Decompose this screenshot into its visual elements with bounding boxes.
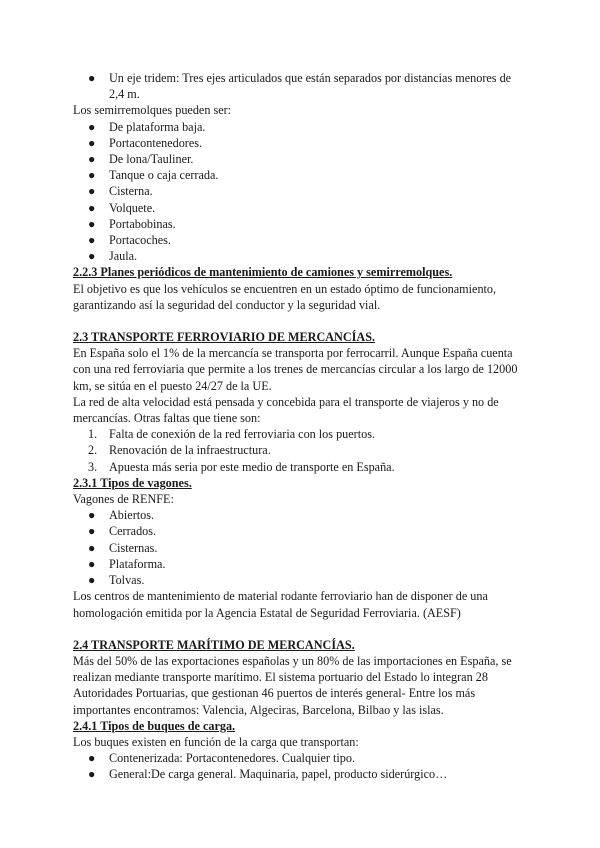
list-item: ● Plataforma.	[88, 556, 166, 571]
bullet-icon: ●	[88, 135, 96, 150]
list-item: ● Portacontenedores.	[88, 135, 203, 150]
buques-intro: Los buques existen en función de la carga que transportan:	[73, 734, 359, 749]
list-item: ● Portabobinas.	[88, 216, 176, 231]
heading-2-4: 2.4 TRANSPORTE MARÍTIMO DE MERCANCÍAS.	[73, 637, 355, 652]
list-item: ● Jaula.	[88, 249, 138, 264]
list-item: ● Abiertos.	[88, 508, 155, 523]
list-item: ● Portacoches.	[88, 233, 171, 248]
paragraph-maritimo: Más del 50% de las exportaciones españolas y un 80% de las importaciones en España, se realizan mediante transporte marítimo. El sistema portuario del Estado lo integran 28 Autoridades Portuarias, que gestionan 46 puertos de interés general- Entre los más importantes encontramos: Valencia, Algeciras, Barcelona, Bilbao y las islas.	[73, 653, 512, 717]
bullet-icon: ●	[88, 524, 96, 539]
bullet-icon: ●	[88, 508, 96, 523]
bullet-icon: ●	[88, 540, 96, 555]
vagones-intro: Vagones de RENFE:	[73, 492, 174, 507]
bullet-icon: ●	[88, 573, 96, 588]
heading-2-2-3: 2.2.3 Planes periódicos de mantenimiento de camiones y semirremolques.	[73, 265, 453, 280]
list-item: ● Un eje tridem: Tres ejes articulados que están separados por distancias menores de 2,4 m.	[88, 71, 512, 102]
list-item: 1. Falta de conexión de la red ferroviaria con los puertos.	[88, 427, 375, 442]
paragraph-ferrocarril: En España solo el 1% de la mercancía se transporta por ferrocarril. Aunque España cuenta con una red ferroviaria que permite a los trenes de mercancías circular a los largo de 12000 km, se sitúa en el puesto 24/27 de la UE.	[73, 346, 518, 393]
bullet-icon: ●	[88, 119, 96, 134]
eje-list	[73, 70, 528, 102]
faltas-list	[73, 426, 528, 475]
bullet-icon: ●	[88, 249, 96, 264]
buques-list	[73, 750, 528, 782]
list-item: 3. Apuesta más seria por este medio de transporte en España.	[88, 459, 395, 474]
bullet-icon: ●	[88, 200, 96, 215]
list-item: ● Cerrados.	[88, 524, 157, 539]
list-item: ● Contenerizada: Portacontenedores. Cualquier tipo.	[88, 751, 356, 766]
bullet-icon: ●	[88, 152, 96, 167]
list-item: ● Tolvas.	[88, 573, 145, 588]
bullet-icon: ●	[88, 168, 96, 183]
semirremolques-intro: Los semirremolques pueden ser:	[73, 103, 232, 118]
bullet-icon: ●	[88, 556, 96, 571]
heading-2-4-1: 2.4.1 Tipos de buques de carga.	[73, 718, 236, 733]
paragraph-alta-velocidad: La red de alta velocidad está pensada y concebida para el transporte de viajeros y no de mercancías. Otras faltas que tiene son:	[73, 394, 499, 426]
paragraph-aesf: Los centros de mantenimiento de material rodante ferroviario han de disponer de una homologación emitida por la Agencia Estatal de Seguridad Ferroviaria. (AESF)	[73, 589, 488, 620]
bullet-icon: ●	[88, 216, 96, 231]
bullet-icon: ●	[88, 71, 96, 85]
list-item: ● Volquete.	[88, 200, 156, 215]
list-item: ● De plataforma baja.	[88, 119, 206, 134]
heading-2-3-1: 2.3.1 Tipos de vagones.	[73, 475, 192, 490]
list-item: ● Cisterna.	[88, 184, 153, 199]
list-item: 2. Renovación de la infraestructura.	[88, 443, 271, 458]
semirremolques-list	[73, 119, 528, 265]
list-item: ● De lona/Tauliner.	[88, 152, 194, 167]
list-item: ● Tanque o caja cerrada.	[88, 168, 219, 183]
document-body	[73, 70, 528, 783]
bullet-icon: ●	[88, 184, 96, 199]
bullet-icon: ●	[88, 751, 96, 766]
vagones-list	[73, 507, 528, 588]
heading-2-3: 2.3 TRANSPORTE FERROVIARIO DE MERCANCÍAS.	[73, 330, 376, 345]
paragraph-mantenimiento: El objetivo es que los vehículos se encuentren en un estado óptimo de funcionamiento, garantizando así la seguridad del conductor y la seguridad vial.	[73, 281, 497, 312]
bullet-icon: ●	[88, 233, 96, 248]
list-item: ● Cisternas.	[88, 540, 158, 555]
list-item: ● General:De carga general. Maquinaria, papel, producto siderúrgico…	[88, 767, 448, 782]
bullet-icon: ●	[88, 767, 96, 782]
